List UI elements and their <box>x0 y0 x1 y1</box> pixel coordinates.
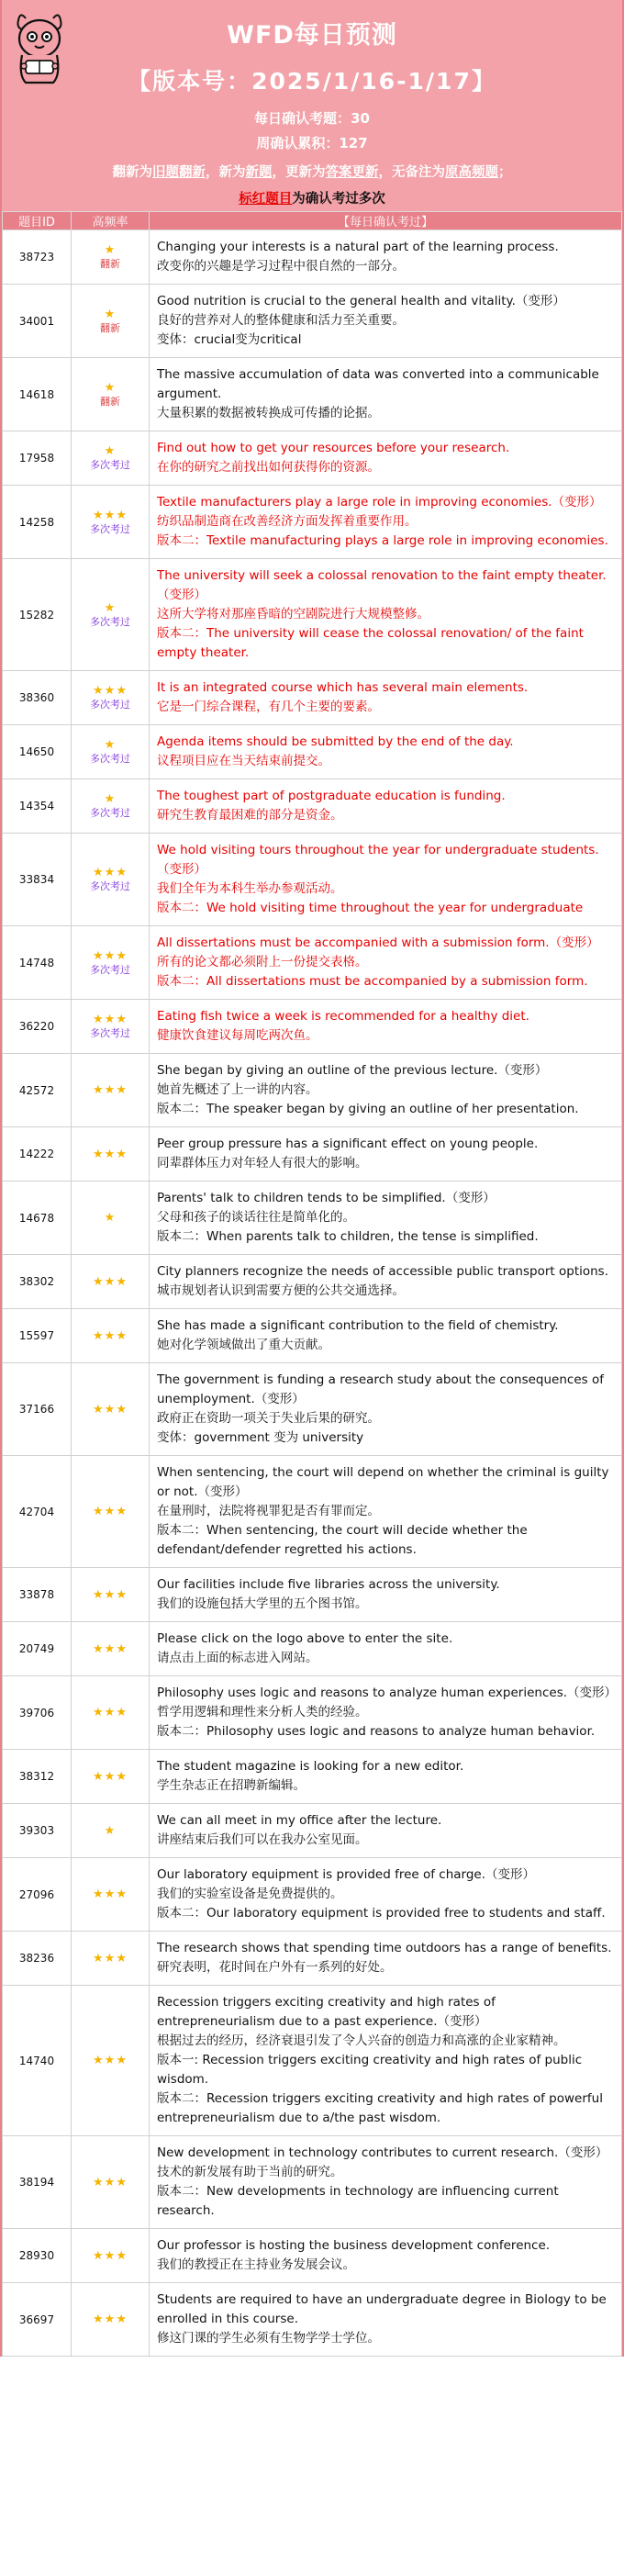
frequency-cell <box>72 1000 150 1054</box>
table-row <box>3 671 622 725</box>
sentence-note: 她首先概述了上一讲的内容。 <box>157 1082 318 1097</box>
question-id: 38194 <box>3 2136 72 2229</box>
question-id: 14740 <box>3 1986 72 2136</box>
frequency-cell <box>72 2136 150 2229</box>
frequency-cell <box>72 1054 150 1127</box>
daily-count: 每日确认考题：30 <box>254 110 370 127</box>
question-id: 42572 <box>3 1054 72 1127</box>
sentence-note: 版本二：All dissertations must be accompanied by a submission form. <box>157 974 588 989</box>
frequency-cell <box>72 2229 150 2283</box>
sentence-cell <box>150 1456 622 1568</box>
frequency-cell <box>72 559 150 671</box>
sentence-cell <box>150 1255 622 1309</box>
sentence-note: 版本二：Philosophy uses logic and reasons to analyze human behavior. <box>157 1724 596 1739</box>
sentence-note: 我们的设施包括大学里的五个图书馆。 <box>157 1596 368 1611</box>
sentence-note: 研究生教育最困难的部分是资金。 <box>157 808 343 823</box>
sentence-note: 版本二：Textile manufacturing plays a large role in improving economies. <box>157 533 608 548</box>
sentence-text: Our facilities include five libraries across the university. <box>157 1577 500 1592</box>
sentence-text: City planners recognize the needs of accessible public transport options. <box>157 1264 608 1279</box>
question-id: 36220 <box>3 1000 72 1054</box>
sentence-text: Our laboratory equipment is provided free of charge.（变形） <box>157 1867 536 1882</box>
sentence-cell <box>150 486 622 559</box>
sentence-note: 在你的研究之前找出如何获得你的资源。 <box>157 460 380 475</box>
sentence-cell <box>150 2229 622 2283</box>
frequency-cell <box>72 1932 150 1986</box>
sentence-note: 哲学用逻辑和理性来分析人类的经验。 <box>157 1705 368 1719</box>
star-rating-icon: ★★★ <box>93 1951 128 1966</box>
sentence-cell <box>150 2136 622 2229</box>
question-id: 42704 <box>3 1456 72 1568</box>
table-row <box>3 1804 622 1858</box>
frequency-tag: 多次考过 <box>90 459 130 471</box>
table-header-row <box>3 212 622 230</box>
star-rating-icon: ★★★ <box>93 1887 128 1901</box>
sentence-note: 良好的营养对人的整体健康和活力至关重要。 <box>157 313 405 328</box>
sentence-note: 版本二：The university will cease the colossal renovation/ of the faint empty theater. <box>157 626 584 660</box>
sentence-cell <box>150 671 622 725</box>
star-rating-icon: ★★★ <box>93 2248 128 2263</box>
legend-line: 翻新为旧题翻新，新为新题，更新为答案更新，无备注为原高频题； <box>112 165 512 180</box>
sentence-cell <box>150 725 622 779</box>
question-id: 15597 <box>3 1309 72 1363</box>
frequency-tag: 多次考过 <box>90 880 130 892</box>
question-id: 38236 <box>3 1932 72 1986</box>
question-id: 33834 <box>3 834 72 926</box>
question-id: 15282 <box>3 559 72 671</box>
sentence-cell <box>150 1309 622 1363</box>
star-rating-icon: ★★★ <box>93 866 128 879</box>
sentence-note: 同辈群体压力对年轻人有很大的影响。 <box>157 1156 368 1170</box>
table-row <box>3 1363 622 1456</box>
sentence-text: She began by giving an outline of the previous lecture.（变形） <box>157 1063 548 1078</box>
star-rating-icon: ★ <box>104 243 117 257</box>
sentence-note: 研究表明，花时间在户外有一系列的好处。 <box>157 1960 393 1975</box>
sentence-cell <box>150 358 622 431</box>
star-rating-icon: ★★★ <box>93 1328 128 1343</box>
table-row <box>3 1750 622 1804</box>
col-header-frequency: 高频率 <box>72 212 150 230</box>
sentence-note: 版本二：The speaker began by giving an outline of her presentation. <box>157 1102 579 1116</box>
sentence-note: 版本二：When sentencing, the court will decide whether the defendant/defender regretted his actions. <box>157 1523 528 1557</box>
sentence-cell <box>150 779 622 834</box>
question-id: 37166 <box>3 1363 72 1456</box>
star-rating-icon: ★★★ <box>93 1274 128 1289</box>
star-rating-icon: ★★★ <box>93 948 128 963</box>
sentence-text: Agenda items should be submitted by the end of the day. <box>157 734 514 749</box>
frequency-cell <box>72 2283 150 2357</box>
sentence-note: 我们全年为本科生举办参观活动。 <box>157 881 343 896</box>
question-id: 14222 <box>3 1127 72 1182</box>
sentence-cell <box>150 431 622 486</box>
star-rating-icon: ★ <box>104 307 117 321</box>
sentence-note: 健康饮食建议每周吃两次鱼。 <box>157 1028 318 1043</box>
col-header-id: 题目ID <box>3 212 72 230</box>
frequency-cell <box>72 1676 150 1750</box>
frequency-cell <box>72 1568 150 1622</box>
sentence-note: 它是一门综合课程，有几个主要的要素。 <box>157 700 380 714</box>
sentence-note: 学生杂志正在招聘新编辑。 <box>157 1778 306 1793</box>
sentence-note: 技术的新发展有助于当前的研究。 <box>157 2165 343 2179</box>
sentence-text: Eating fish twice a week is recommended for a healthy diet. <box>157 1009 529 1024</box>
frequency-cell <box>72 779 150 834</box>
star-rating-icon: ★★★ <box>93 2175 128 2190</box>
table-row <box>3 1000 622 1054</box>
sentence-text: When sentencing, the court will depend on whether the criminal is guilty or not.（变形） <box>157 1465 609 1499</box>
sentence-cell <box>150 1127 622 1182</box>
question-id: 33878 <box>3 1568 72 1622</box>
sentence-note: 这所大学将对那座昏暗的空剧院进行大规模整修。 <box>157 607 429 622</box>
question-table <box>2 211 622 2357</box>
question-id: 38723 <box>3 230 72 285</box>
star-rating-icon: ★ <box>104 738 117 752</box>
sentence-cell <box>150 1932 622 1986</box>
sentence-cell <box>150 1363 622 1456</box>
star-rating-icon: ★ <box>104 1823 117 1838</box>
question-id: 39706 <box>3 1676 72 1750</box>
sentence-cell <box>150 834 622 926</box>
frequency-tag: 翻新 <box>100 258 120 270</box>
sentence-cell <box>150 1054 622 1127</box>
star-rating-icon: ★★★ <box>93 1147 128 1161</box>
sentence-note: 我们的教授正在主持业务发展会议。 <box>157 2257 355 2272</box>
frequency-cell <box>72 486 150 559</box>
table-row <box>3 431 622 486</box>
sentence-cell <box>150 1858 622 1932</box>
sentence-note: 在量刑时，法院将视罪犯是否有罪而定。 <box>157 1504 380 1518</box>
sentence-note: 根据过去的经历，经济衰退引发了令人兴奋的创造力和高涨的企业家精神。 <box>157 2033 566 2048</box>
sentence-cell <box>150 1568 622 1622</box>
sentence-text: Philosophy uses logic and reasons to analyze human experiences.（变形） <box>157 1686 618 1700</box>
question-id: 38360 <box>3 671 72 725</box>
sentence-note: 版本二：New developments in technology are influencing current research. <box>157 2184 559 2218</box>
frequency-cell <box>72 1363 150 1456</box>
sentence-text: Textile manufacturers play a large role in improving economies.（变形） <box>157 495 602 510</box>
table-row <box>3 2136 622 2229</box>
sentence-text: Recession triggers exciting creativity and high rates of entrepreneurialism due to a past experience.（变形） <box>157 1995 496 2029</box>
frequency-tag: 多次考过 <box>90 963 130 976</box>
sentence-note: 她对化学领域做出了重大贡献。 <box>157 1338 330 1352</box>
star-rating-icon: ★★★ <box>93 684 128 698</box>
frequency-cell <box>72 230 150 285</box>
sentence-cell <box>150 1804 622 1858</box>
star-rating-icon: ★ <box>104 1211 117 1225</box>
question-id: 20749 <box>3 1622 72 1676</box>
sentence-note: 变体：crucial变为critical <box>157 332 302 347</box>
sentence-text: We can all meet in my office after the lecture. <box>157 1813 442 1828</box>
page-title: WFD每日预测 <box>227 21 397 50</box>
sentence-text: We hold visiting tours throughout the year for undergraduate students.（变形） <box>157 843 599 877</box>
sentence-cell <box>150 1986 622 2136</box>
frequency-cell <box>72 725 150 779</box>
sentence-note: 版本二：We hold visiting time throughout the year for undergraduate <box>157 901 584 915</box>
frequency-cell <box>72 431 150 486</box>
sentence-note: 我们的实验室设备是免费提供的。 <box>157 1887 343 1901</box>
sentence-note: 变体：government 变为 university <box>157 1430 364 1445</box>
star-rating-icon: ★★★ <box>93 1587 128 1602</box>
frequency-cell <box>72 1456 150 1568</box>
table-row <box>3 2229 622 2283</box>
frequency-tag: 多次考过 <box>90 522 130 535</box>
star-rating-icon: ★★★ <box>93 1769 128 1784</box>
sentence-text: It is an integrated course which has several main elements. <box>157 680 529 695</box>
table-row <box>3 1676 622 1750</box>
sentence-note: 修这门课的学生必须有生物学学士学位。 <box>157 2331 380 2346</box>
frequency-cell <box>72 358 150 431</box>
sentence-text: Changing your interests is a natural part of the learning process. <box>157 240 559 254</box>
sentence-note: 所有的论文都必须附上一份提交表格。 <box>157 955 368 969</box>
star-rating-icon: ★ <box>104 380 117 395</box>
table-row <box>3 230 622 285</box>
star-rating-icon: ★★★ <box>93 1706 128 1719</box>
frequency-cell <box>72 834 150 926</box>
frequency-cell <box>72 1255 150 1309</box>
sentence-cell <box>150 230 622 285</box>
frequency-tag: 翻新 <box>100 395 120 408</box>
table-row <box>3 285 622 358</box>
table-row <box>3 486 622 559</box>
frequency-cell <box>72 1750 150 1804</box>
sentence-note: 版本一: Recession triggers exciting creativity and high rates of public wisdom. <box>157 2053 583 2087</box>
star-rating-icon: ★★★ <box>93 2054 128 2067</box>
sentence-text: The university will seek a colossal renovation to the faint empty theater.（变形） <box>157 568 607 602</box>
sentence-text: Our professor is hosting the business development conference. <box>157 2238 551 2253</box>
sentence-text: The student magazine is looking for a new editor. <box>157 1759 464 1774</box>
sentence-note: 讲座结束后我们可以在我办公室见面。 <box>157 1832 368 1847</box>
weekly-count: 周确认累积：127 <box>256 135 368 151</box>
star-rating-icon: ★★★ <box>93 1402 128 1417</box>
sentence-text: All dissertations must be accompanied with a submission form.（变形） <box>157 935 599 950</box>
table-row <box>3 1456 622 1568</box>
mascot-logo-icon <box>13 11 66 86</box>
question-id: 14650 <box>3 725 72 779</box>
sentence-note: 版本二：Our laboratory equipment is provided free to students and staff. <box>157 1906 606 1921</box>
frequency-cell <box>72 1127 150 1182</box>
frequency-tag: 多次考过 <box>90 615 130 628</box>
star-rating-icon: ★★★ <box>93 1641 128 1656</box>
table-row <box>3 1182 622 1255</box>
sentence-cell <box>150 926 622 1000</box>
sentence-cell <box>150 1000 622 1054</box>
table-row <box>3 358 622 431</box>
table-row <box>3 1568 622 1622</box>
question-id: 28930 <box>3 2229 72 2283</box>
sentence-note: 版本二：When parents talk to children, the tense is simplified. <box>157 1229 539 1244</box>
sentence-text: The research shows that spending time outdoors has a range of benefits. <box>157 1941 612 1955</box>
table-row <box>3 926 622 1000</box>
frequency-cell <box>72 671 150 725</box>
sentence-cell <box>150 1750 622 1804</box>
sentence-text: Good nutrition is crucial to the general health and vitality.（变形） <box>157 294 565 308</box>
table-row <box>3 1309 622 1363</box>
table-row <box>3 725 622 779</box>
star-rating-icon: ★★★ <box>93 1083 128 1097</box>
sentence-note: 改变你的兴趣是学习过程中很自然的一部分。 <box>157 259 405 274</box>
star-rating-icon: ★★★ <box>93 1505 128 1518</box>
star-rating-icon: ★★★ <box>93 2313 128 2326</box>
question-id: 17958 <box>3 431 72 486</box>
sentence-note: 版本二：Recession triggers exciting creativity and high rates of powerful entrepreneurialism due to a/the past wisdom. <box>157 2091 603 2125</box>
sentence-text: The government is funding a research study about the consequences of unemployment.（变形） <box>157 1372 604 1406</box>
table-row <box>3 1255 622 1309</box>
frequency-cell <box>72 1622 150 1676</box>
frequency-cell <box>72 1309 150 1363</box>
sentence-cell <box>150 1182 622 1255</box>
frequency-cell <box>72 1804 150 1858</box>
table-row <box>3 1622 622 1676</box>
sentence-note: 请点击上面的标志进入网站。 <box>157 1651 318 1665</box>
star-rating-icon: ★★★ <box>93 508 128 522</box>
question-id: 38312 <box>3 1750 72 1804</box>
table-row <box>3 1858 622 1932</box>
header-banner <box>2 0 622 211</box>
frequency-tag: 多次考过 <box>90 807 130 819</box>
sentence-text: Peer group pressure has a significant effect on young people. <box>157 1137 539 1151</box>
question-id: 14618 <box>3 358 72 431</box>
frequency-cell <box>72 1986 150 2136</box>
sentence-cell <box>150 1676 622 1750</box>
star-rating-icon: ★ <box>104 792 117 806</box>
sentence-text: The massive accumulation of data was converted into a communicable argument. <box>157 367 599 401</box>
star-rating-icon: ★★★ <box>93 1013 128 1026</box>
frequency-cell <box>72 926 150 1000</box>
table-row <box>3 1127 622 1182</box>
star-rating-icon: ★ <box>104 600 117 615</box>
frequency-tag: 多次考过 <box>90 1027 130 1039</box>
version-label: 【版本号：2025/1/16-1/17】 <box>128 68 496 95</box>
sentence-cell <box>150 2283 622 2357</box>
table-row <box>3 834 622 926</box>
sentence-note: 城市规划者认识到需要方便的公共交通选择。 <box>157 1283 405 1298</box>
sentence-text: Students are required to have an undergraduate degree in Biology to be enrolled in this course. <box>157 2292 607 2326</box>
sentence-text: New development in technology contributes to current research.（变形） <box>157 2145 608 2160</box>
question-id: 34001 <box>3 285 72 358</box>
col-header-content: 【每日确认考过】 <box>150 212 622 230</box>
table-row <box>3 779 622 834</box>
sentence-cell <box>150 1622 622 1676</box>
question-id: 39303 <box>3 1804 72 1858</box>
sentence-cell <box>150 559 622 671</box>
sentence-text: Find out how to get your resources before your research. <box>157 441 510 455</box>
frequency-tag: 多次考过 <box>90 699 130 711</box>
frequency-tag: 翻新 <box>100 321 120 334</box>
frequency-cell <box>72 1858 150 1932</box>
table-row <box>3 1932 622 1986</box>
question-id: 14748 <box>3 926 72 1000</box>
legend-red-note: 标红题目为确认考过多次 <box>239 192 385 207</box>
sentence-text: The toughest part of postgraduate education is funding. <box>157 789 506 803</box>
sentence-note: 父母和孩子的谈话往往是简单化的。 <box>157 1210 355 1225</box>
question-id: 14258 <box>3 486 72 559</box>
sentence-note: 纺织品制造商在改善经济方面发挥着重要作用。 <box>157 514 418 529</box>
question-id: 27096 <box>3 1858 72 1932</box>
star-rating-icon: ★ <box>104 444 117 458</box>
question-id: 36697 <box>3 2283 72 2357</box>
sentence-cell <box>150 285 622 358</box>
table-row <box>3 1054 622 1127</box>
table-row <box>3 1986 622 2136</box>
sentence-note: 大量积累的数据被转换成可传播的论据。 <box>157 406 380 420</box>
sentence-text: She has made a significant contribution to the field of chemistry. <box>157 1318 559 1333</box>
sentence-text: Parents' talk to children tends to be simplified.（变形） <box>157 1191 496 1205</box>
table-row <box>3 559 622 671</box>
frequency-cell <box>72 285 150 358</box>
sentence-note: 政府正在资助一项关于失业后果的研究。 <box>157 1411 380 1426</box>
question-id: 14678 <box>3 1182 72 1255</box>
sentence-note: 议程项目应在当天结束前提交。 <box>157 754 330 768</box>
frequency-tag: 多次考过 <box>90 753 130 765</box>
sentence-text: Please click on the logo above to enter the site. <box>157 1631 453 1646</box>
question-id: 38302 <box>3 1255 72 1309</box>
table-row <box>3 2283 622 2357</box>
frequency-cell <box>72 1182 150 1255</box>
question-id: 14354 <box>3 779 72 834</box>
